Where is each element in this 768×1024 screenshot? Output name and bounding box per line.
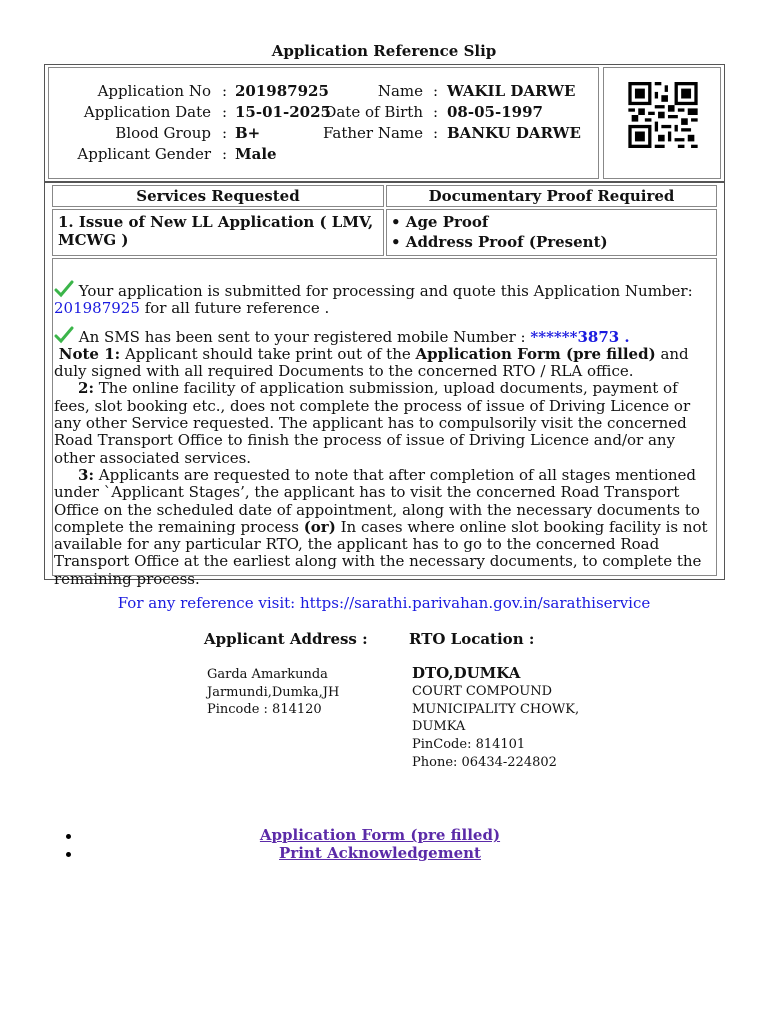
check-icon — [54, 280, 74, 298]
rto-line: MUNICIPALITY CHOWK, — [412, 701, 580, 717]
note1-label: Note 1: — [58, 344, 121, 363]
check-icon — [54, 326, 74, 344]
bullet — [66, 852, 71, 857]
colon: : — [433, 124, 439, 142]
bullet — [66, 834, 71, 839]
colon: : — [222, 82, 228, 100]
future-ref-text: for all future reference . — [144, 299, 330, 318]
applicant-info-panel — [48, 67, 599, 179]
mobile-number: ******3873 . — [530, 327, 630, 346]
gender-label: Applicant Gender — [77, 145, 211, 163]
app-no-value: 201987925 — [235, 82, 329, 100]
service-item: 1. Issue of New LL Application ( LMV, MCWG ) — [58, 213, 374, 249]
colon: : — [222, 124, 228, 142]
print-acknowledgement-link[interactable]: Print Acknowledgement — [279, 843, 481, 862]
applicant-address-label: Applicant Address : — [204, 630, 368, 648]
blood-group-value: B+ — [235, 124, 261, 142]
blood-group-label: Blood Group — [115, 124, 211, 142]
sms-text: An SMS has been sent to your registered mobile Number : — [78, 327, 526, 346]
app-no-label: Application No — [97, 82, 211, 100]
father-label: Father Name — [322, 124, 423, 142]
rto-line: PinCode: 814101 — [412, 737, 526, 753]
rto-location-label: RTO Location : — [409, 630, 535, 648]
rto-line: COURT COMPOUND — [412, 684, 552, 699]
address-line: Jarmundi,Dumka,JH — [207, 684, 340, 700]
rto-address — [412, 683, 579, 772]
address-line: Garda Amarkunda — [207, 667, 328, 682]
message-body — [54, 280, 714, 588]
list-item — [60, 845, 700, 863]
name-value: WAKIL DARWE — [447, 82, 576, 100]
proof-cell — [386, 209, 717, 256]
colon: : — [222, 103, 228, 121]
proof-item: • Address Proof (Present) — [391, 233, 608, 251]
action-links — [60, 827, 700, 862]
proof-item: • Age Proof — [391, 213, 489, 231]
qr-code-icon — [628, 82, 698, 148]
rto-line: Phone: 06434-224802 — [412, 754, 557, 770]
application-form-link[interactable]: Application Form (pre filled) — [259, 826, 501, 844]
qr-panel — [603, 67, 721, 179]
note1-form: Application Form (pre filled) — [415, 344, 656, 363]
page-title: Application Reference Slip — [271, 42, 497, 60]
note3-text-cont: In cases where online slot booking facility is not available for any particular RTO, the applicant has to go to the concerned Road Transport Office at the earliest along with the necessary documents, to complete the remaining process. — [54, 517, 708, 588]
list-item — [60, 827, 700, 845]
note3-text: Applicants are requested to note that after completion of all stages mentioned under `Applicant Stages’, the applicant has to visit the concerned Road Transport Office on the scheduled date of appointment, along with the necessary documents to complete the remaining process — [54, 465, 700, 536]
dob-label: Date of Birth — [324, 103, 423, 121]
app-date-label: Application Date — [83, 103, 211, 121]
note1-text-cont: and duly signed with all required Documents to the concerned RTO / RLA office. — [54, 344, 689, 381]
note2-label: 2: — [78, 379, 94, 398]
colon: : — [222, 145, 228, 163]
note1-text: Applicant should take print out of the — [124, 344, 411, 363]
submitted-text: Your application is submitted for processing and quote this Application Number: — [78, 282, 693, 300]
note3-label: 3: — [78, 465, 94, 484]
rto-office-name: DTO,DUMKA — [412, 664, 521, 682]
dob-value: 08-05-1997 — [447, 103, 543, 121]
reference-link-text: For any reference visit: https://sarathi.parivahan.gov.in/sarathiservice — [117, 594, 651, 612]
services-header: Services Requested — [52, 185, 384, 207]
note2-text: The online facility of application submission, upload documents, payment of fees, slot booking etc., does not complete the process of issue of Driving Licence or any other Service requested. The applicant has to compulsorily visit the concerned Road Transport Office to finish the process of issue of Driving Licence and/or any other associated services. — [54, 379, 691, 467]
address-line: Pincode : 814120 — [207, 702, 322, 718]
note3-or: (or) — [303, 517, 336, 536]
father-value: BANKU DARWE — [447, 124, 581, 142]
service-cell — [52, 209, 384, 256]
colon: : — [433, 103, 439, 121]
proof-header: Documentary Proof Required — [386, 185, 717, 207]
rto-line: DUMKA — [412, 719, 466, 735]
app-date-value: 15-01-2025 — [235, 103, 331, 121]
applicant-address — [207, 666, 339, 719]
name-label: Name — [377, 82, 423, 100]
application-number: 201987925 — [54, 299, 140, 318]
gender-value: Male — [235, 145, 277, 163]
colon: : — [433, 82, 439, 100]
